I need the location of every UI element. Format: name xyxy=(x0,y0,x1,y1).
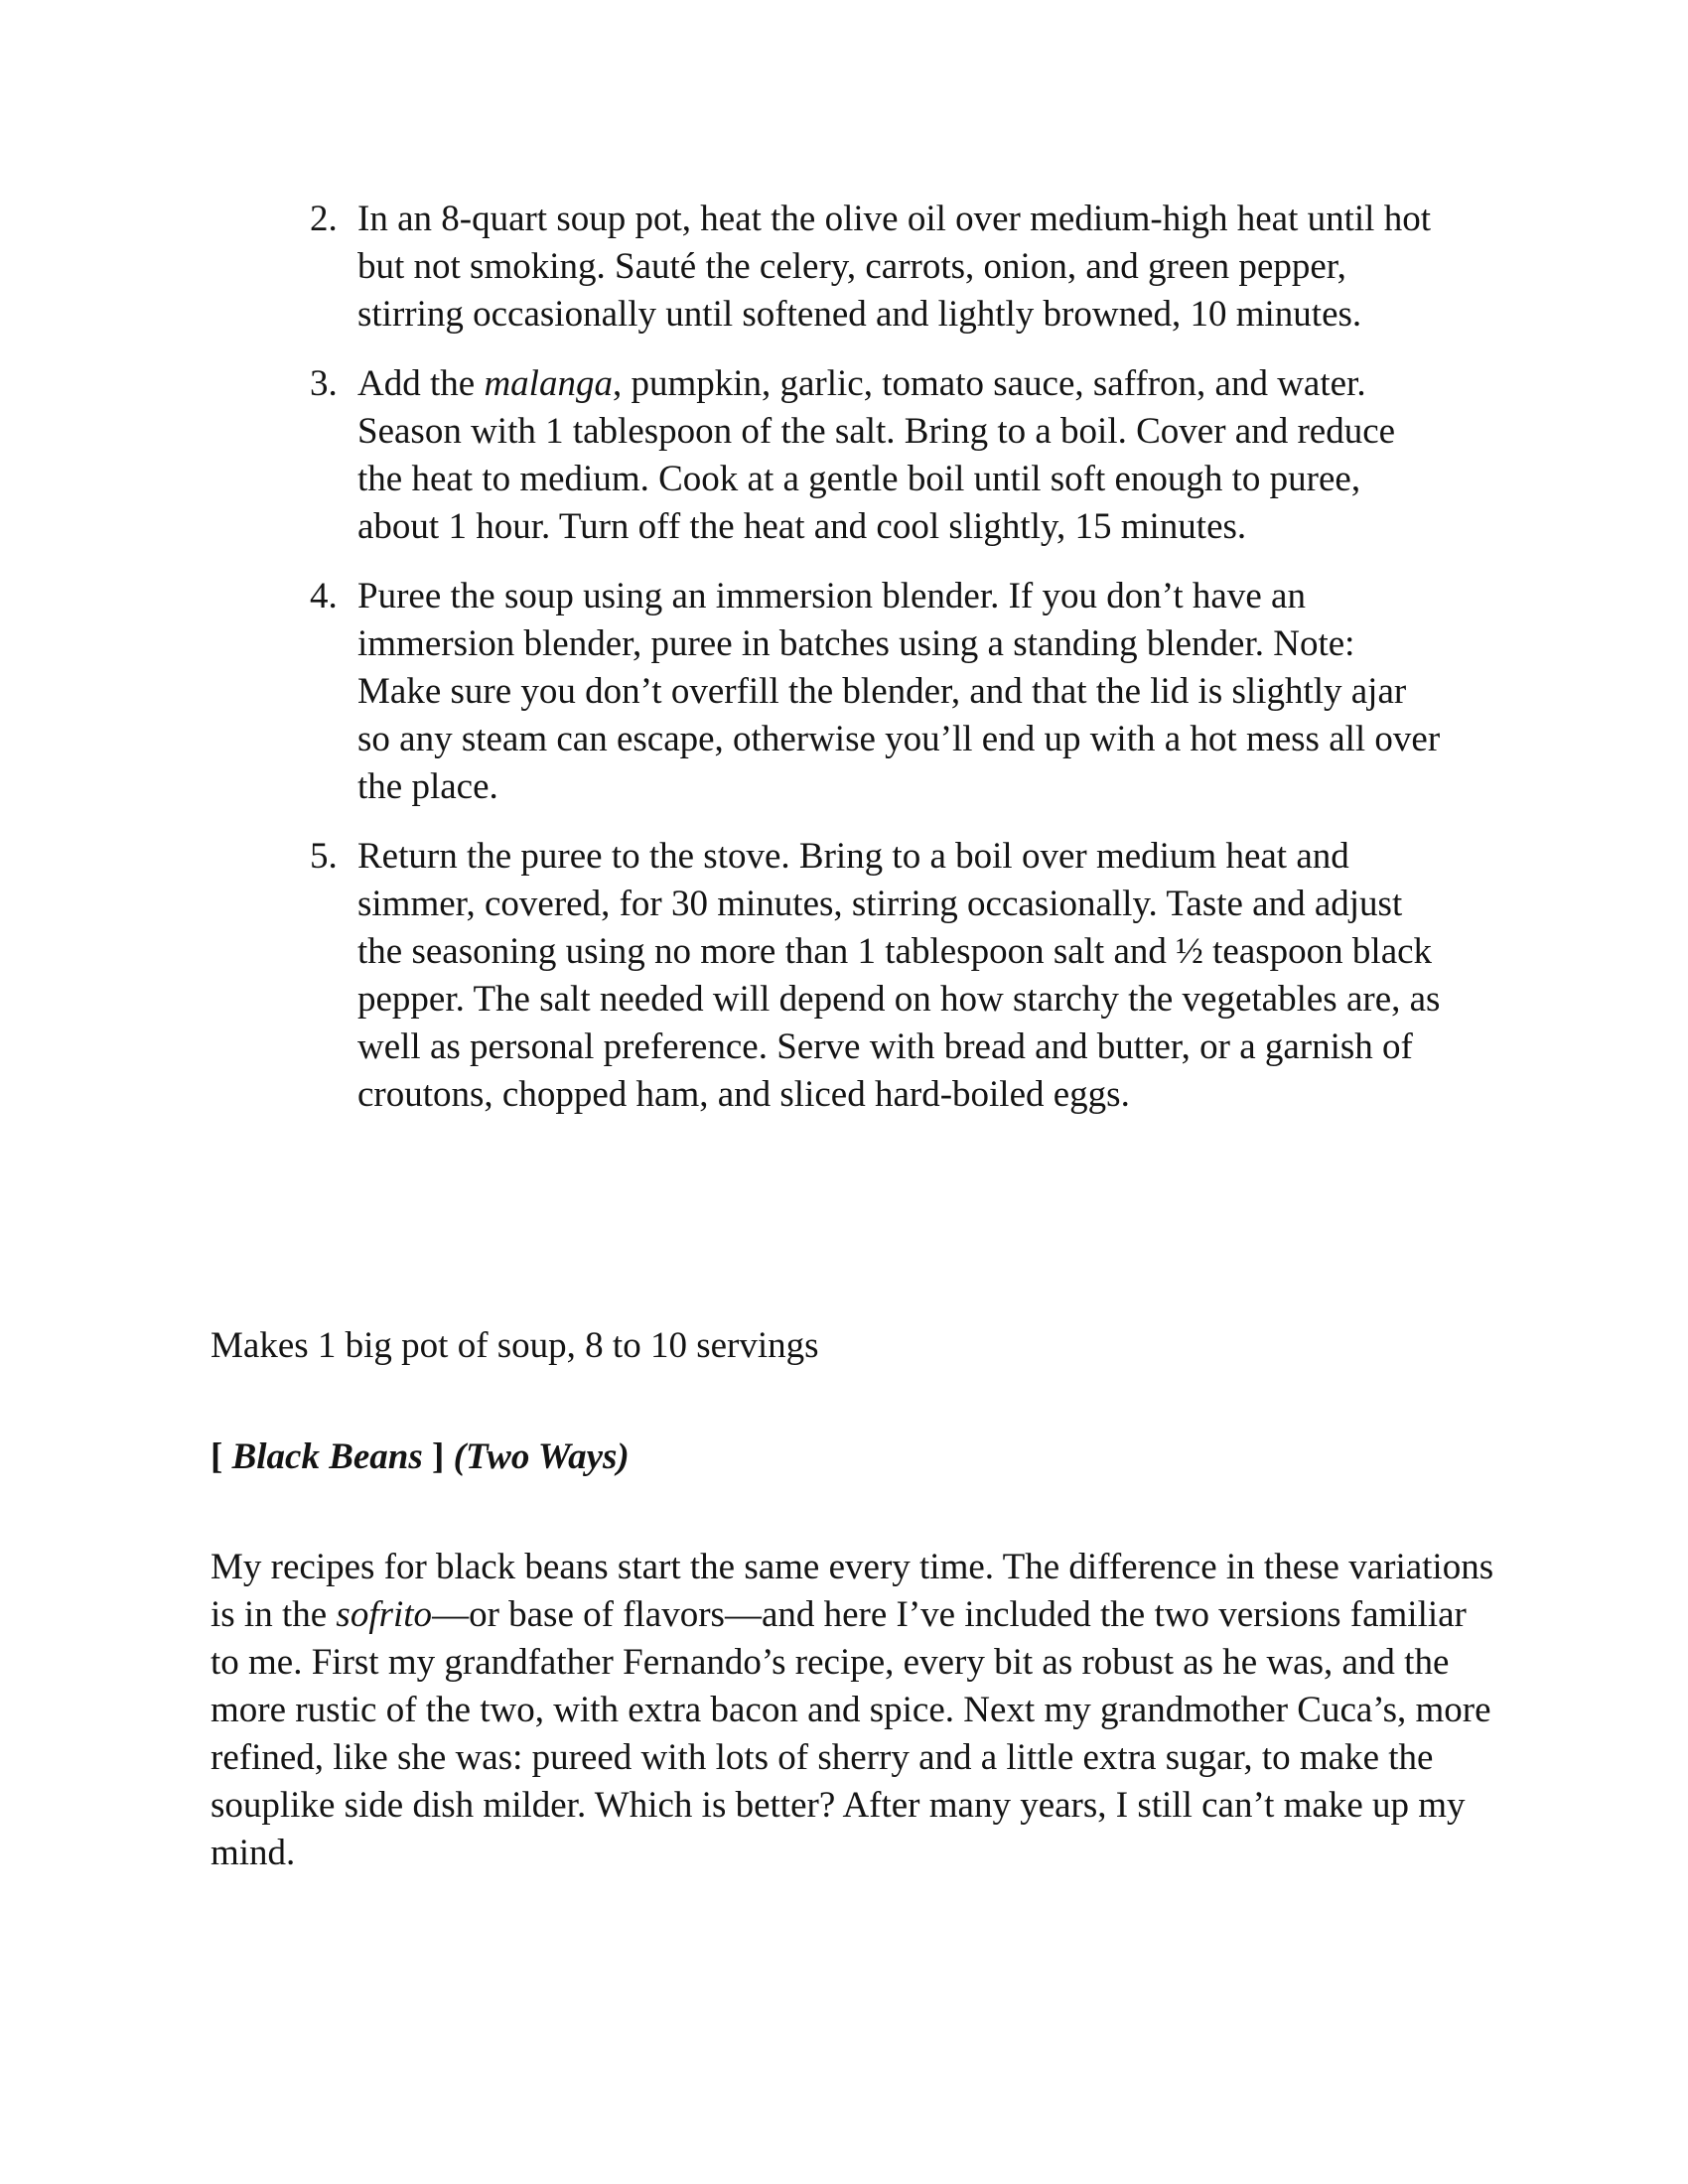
recipe-step-4 xyxy=(310,573,1442,811)
step-text-part: , pumpkin, garlic, tomato sauce, saffron, and water. Season with 1 tablespoon of the salt. Bring to a boil. Cover and reduce the heat to medium. Cook at a gentle boil until soft enough to puree, about 1 hour. Turn off the heat and cool slightly, 15 minutes. xyxy=(357,363,1396,547)
step-text: Puree the soup using an immersion blender. If you don’t have an immersion blender, puree in batches using a standing blender. Note: Make sure you don’t overfill the blender, and that the lid is slightly ajar so any steam can escape, otherwise you’ll end up with a hot mess all over the place. xyxy=(357,576,1441,807)
step-text xyxy=(357,360,1442,551)
recipe-yield: Makes 1 big pot of soup, 8 to 10 servings xyxy=(211,1325,819,1366)
heading-title: Black Beans xyxy=(231,1436,423,1477)
recipe-step-5 xyxy=(310,833,1442,1119)
heading-close-bracket: ] xyxy=(422,1436,454,1477)
step-number: 5. xyxy=(310,836,338,877)
step-text-part: Add the xyxy=(357,363,485,404)
intro-text-part: —or base of flavors—and here I’ve included the two versions familiar to me. First my grandfather Fernando’s recipe, every bit as robust as he was, and the more rustic of the two, with extra bacon and spice. Next my grandmother Cuca’s, more refined, like she was: pureed with lots of sherry and a little extra sugar, to make the souplike side dish milder. Which is better? After many years, I still can’t make up my mind. xyxy=(211,1594,1491,1873)
heading-open-bracket: [ xyxy=(211,1436,232,1477)
recipe-step-3 xyxy=(310,360,1442,551)
step-number: 4. xyxy=(310,576,338,616)
recipe-steps-list xyxy=(310,196,1442,1141)
step-number: 2. xyxy=(310,199,338,239)
recipe-step-2 xyxy=(310,196,1442,339)
recipe-intro-paragraph xyxy=(211,1544,1501,1877)
recipe-heading xyxy=(211,1433,630,1481)
step-number: 3. xyxy=(310,363,338,404)
heading-subtitle: (Two Ways) xyxy=(453,1436,630,1477)
step-text: Return the puree to the stove. Bring to a boil over medium heat and simmer, covered, for 30 minutes, stirring occasionally. Taste and adjust the seasoning using no more than 1 tablespoon salt and ½ teaspoon black pepper. The salt needed will depend on how starchy the vegetables are, as well as personal preference. Serve with bread and butter, or a garnish of croutons, chopped ham, and sliced hard-boiled eggs. xyxy=(357,836,1441,1115)
intro-italic-term: sofrito xyxy=(336,1594,433,1635)
intro-text-part: My recipes for black beans start the same every time. The difference in these variations is in the xyxy=(211,1547,1494,1635)
step-italic-term: malanga xyxy=(484,363,613,404)
step-text: In an 8-quart soup pot, heat the olive oil over medium-high heat until hot but not smoking. Sauté the celery, carrots, onion, and green pepper, stirring occasionally until softened and lightly browned, 10 minutes. xyxy=(357,199,1431,335)
